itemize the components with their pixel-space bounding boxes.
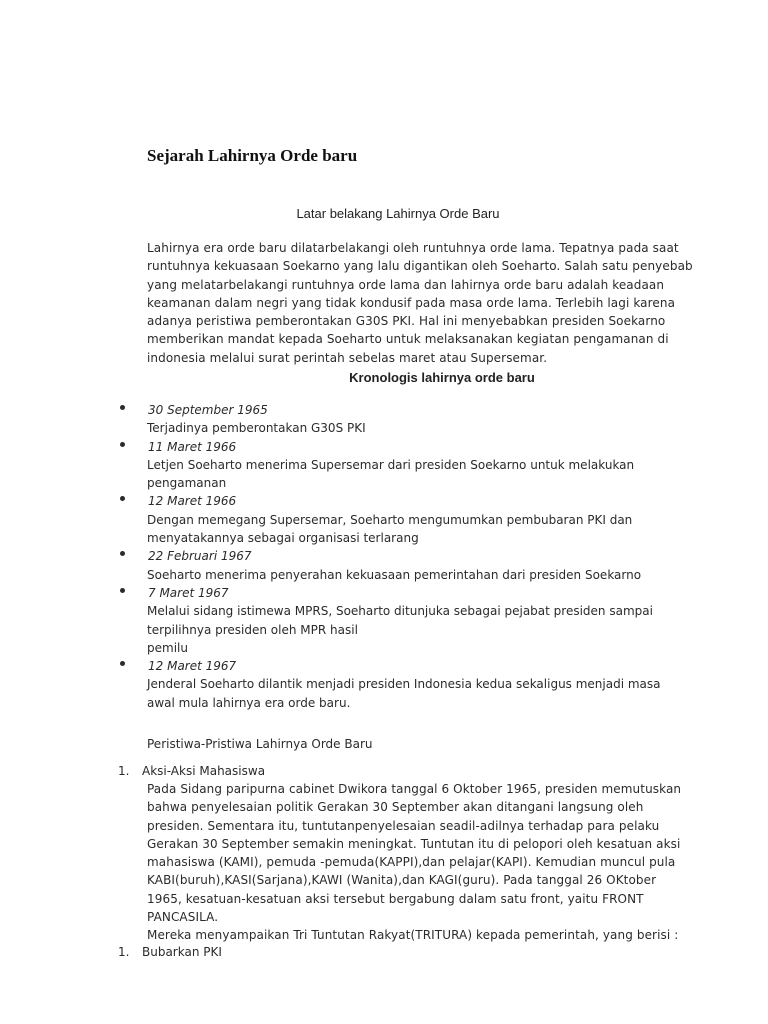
event-line: Dengan memegang Supersemar, Soeharto mengumumkan pembubaran PKI dan [147,512,633,527]
event-description [147,602,768,657]
event-line: Melalui sidang istimewa MPRS, Soeharto ditunjuka sebagai pejabat presiden sampai [147,604,653,619]
event-description [147,419,768,437]
latar-paragraph [147,239,693,367]
item-number: 1. [118,945,130,959]
paragraph-line: mahasiswa (KAMI), pemuda -pemuda(KAPPI),dan pelajar(KAPI). Kemudian muncul pula [147,855,676,870]
paragraph-line: Pada Sidang paripurna cabinet Dwikora tanggal 6 Oktober 1965, presiden memutuskan [147,782,682,796]
paragraph-line: PANCASILA. [147,910,219,925]
paragraph-line: 1965, kesatuan-kesatuan aksi tersebut bergabung dalam satu front, yaitu FRONT [147,891,644,906]
event-date: 11 Maret 1966 [148,439,237,454]
event-date: 12 Maret 1967 [148,659,237,674]
event-line: pengamanan [147,476,227,491]
document-title: Sejarah Lahirnya Orde baru [147,146,358,165]
list-item [0,401,768,438]
item-number: 1. [118,764,130,778]
event-description [147,511,768,548]
bullet-icon [120,551,125,556]
paragraph-line: Gerakan 30 September semakin meningkat. Tuntutan itu di pelopori oleh kesatuan aksi [147,836,681,851]
numbered-item-aksi-mahasiswa [118,764,265,778]
item-title: Bubarkan PKI [142,945,222,959]
list-item [0,547,768,584]
paragraph-line: memberikan mandat kepada Soeharto untuk melaksanakan kegiatan pengamanan di [147,332,669,347]
paragraph-line: KABI(buruh),KASI(Sarjana),KAWI (Wanita),dan KAGI(guru). Pada tanggal 26 OKtober [147,873,657,888]
bullet-icon [120,442,125,447]
event-line: terpilihnya presiden oleh MPR hasil [147,622,358,637]
latar-heading: Latar belakang Lahirnya Orde Baru [296,206,500,221]
paragraph-line: bahwa penyelesaian politik Gerakan 30 September akan ditangani langsung oleh [147,800,644,815]
bullet-icon [120,405,125,410]
event-description [147,456,768,493]
event-description [147,566,768,584]
paragraph-line: runtuhnya kekuasaan Soekarno yang lalu digantikan oleh Soeharto. Salah satu penyebab [147,259,693,274]
bullet-icon [120,661,125,666]
event-line: menyatakannya sebagai organisasi terlarang [147,531,419,546]
event-date: 7 Maret 1967 [148,585,229,600]
event-line: awal mula lahirnya era orde baru. [147,695,351,710]
event-line: Jenderal Soeharto dilantik menjadi presiden Indonesia kedua sekaligus menjadi masa [147,677,661,692]
event-date: 30 September 1965 [148,403,268,417]
aksi-mahasiswa-paragraph [147,780,682,945]
list-item [0,584,768,657]
bullet-icon [120,588,125,593]
paragraph-line: Lahirnya era orde baru dilatarbelakangi oleh runtuhnya orde lama. Tepatnya pada saat [147,241,679,255]
peristiwa-heading: Peristiwa-Pristiwa Lahirnya Orde Baru [147,737,373,751]
paragraph-line: indonesia melalui surat perintah sebelas maret atau Supersemar. [147,350,548,365]
event-line: Soeharto menerima penyerahan kekuasaan pemerintahan dari presiden Soekarno [147,567,642,582]
event-line: pemilu [147,640,188,655]
paragraph-line: presiden. Sementara itu, tuntutanpenyelesaian seadil-adilnya terhadap para pelaku [147,818,660,833]
kronologi-heading: Kronologis lahirnya orde baru [349,370,535,385]
list-item [0,657,768,712]
events-list [0,401,768,712]
paragraph-line: adanya peristiwa pemberontakan G30S PKI. Hal ini menyebabkan presiden Soekarno [147,314,666,329]
paragraph-line: keamanan dalam negri yang tidak kondusif pada masa orde lama. Terlebih lagi karena [147,295,676,310]
event-line: Letjen Soeharto menerima Supersemar dari presiden Soekarno untuk melakukan [147,457,635,472]
paragraph-line: yang melatarbelakangi runtuhnya orde lama dan lahirnya orde baru adalah keadaan [147,277,665,292]
bullet-icon [120,496,125,501]
event-description [147,675,768,712]
list-item [0,438,768,493]
item-title: Aksi-Aksi Mahasiswa [142,764,266,778]
numbered-item-bubarkan-pki [118,945,222,959]
event-line: Terjadinya pemberontakan G30S PKI [147,421,366,436]
event-date: 12 Maret 1966 [148,494,237,509]
list-item [0,492,768,547]
paragraph-line: Mereka menyampaikan Tri Tuntutan Rakyat(TRITURA) kepada pemerintah, yang berisi : [147,928,679,943]
event-date: 22 Februari 1967 [148,549,252,564]
